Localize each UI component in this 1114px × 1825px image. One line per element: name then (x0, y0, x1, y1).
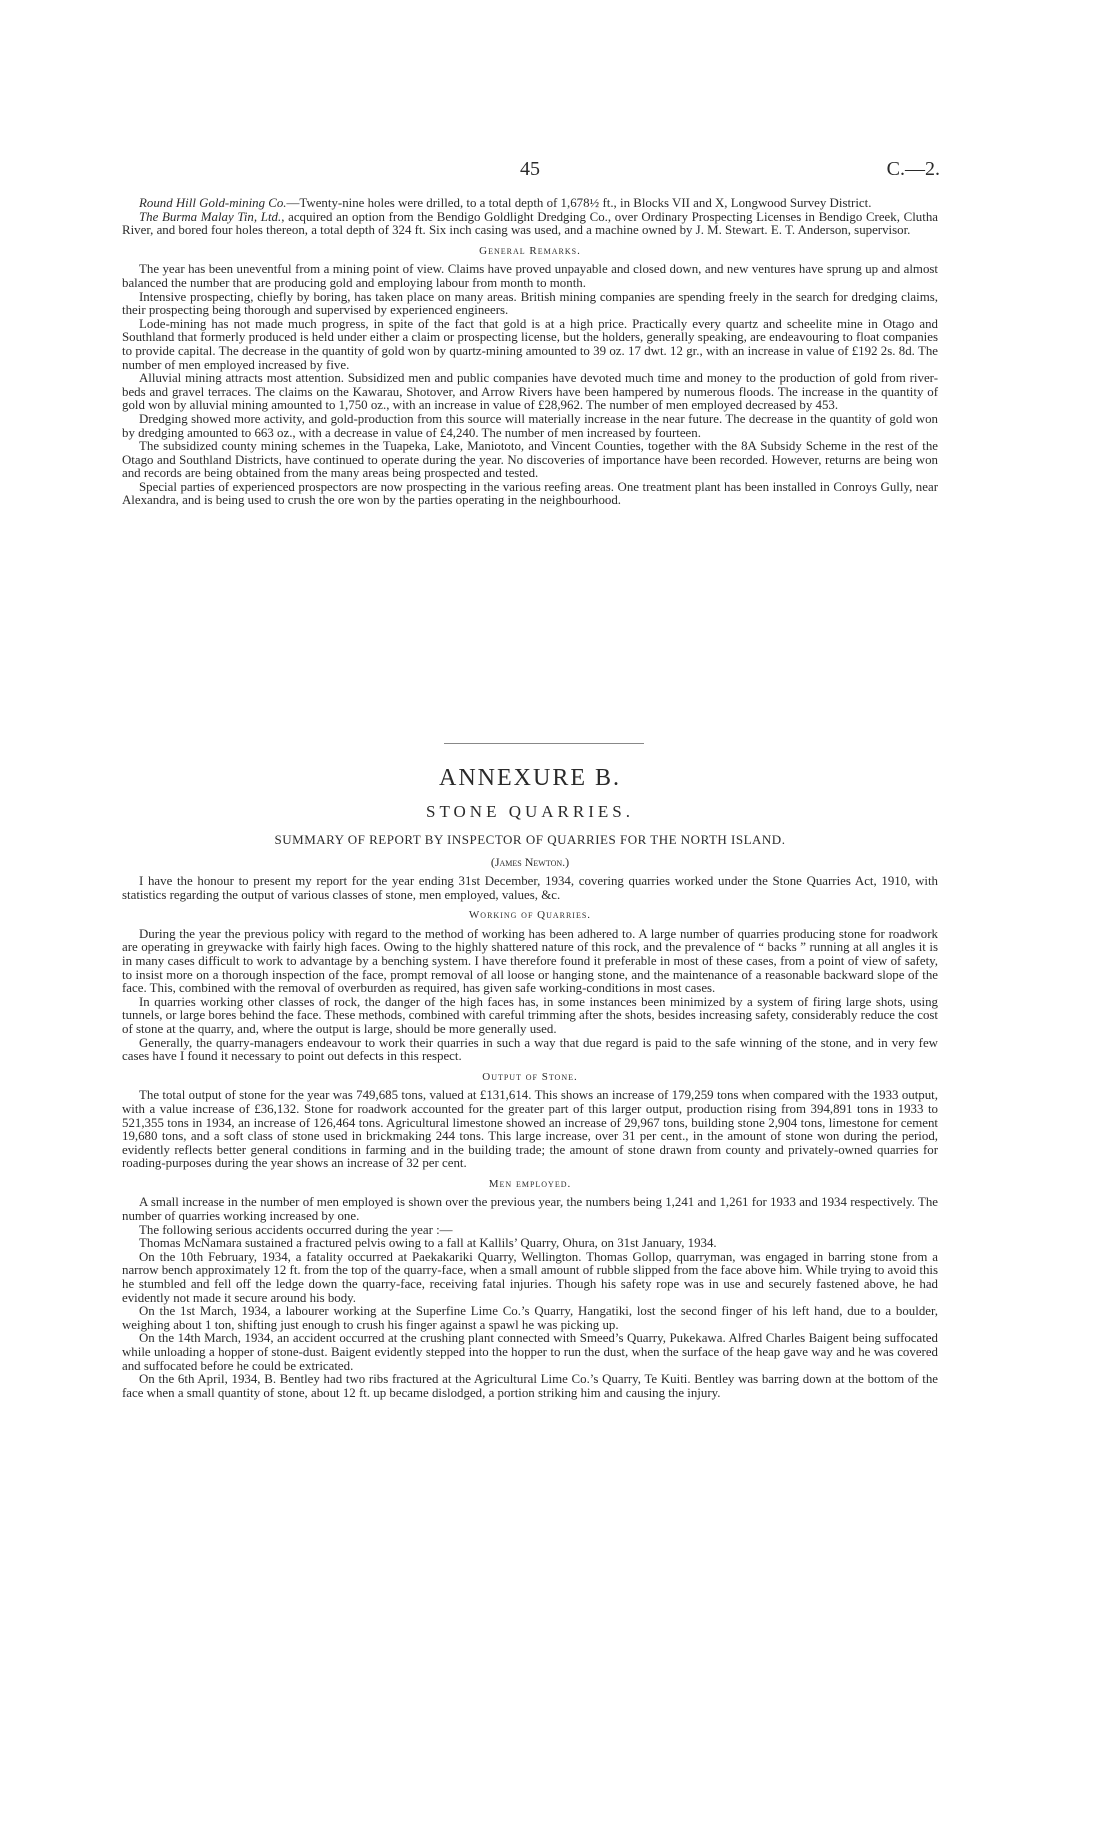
annexure-b (122, 764, 938, 1400)
paragraph: Generally, the quarry-managers endeavour to work their quarries in such a way that due regard is paid to the safe winning of the stone, and in very few cases have I found it necessary to point out defects in this respect. (122, 1035, 938, 1064)
section-heading-output: Output of Stone. (482, 1070, 578, 1083)
paragraph: On the 10th February, 1934, a fatality occurred at Paekakariki Quarry, Wellington. Thomas Gollop, quarryman, was engaged in barring stone from a narrow bench approximately 12 ft. from the top of the quarry-face, when a small amount of rubble slipped from the face above him. While trying to avoid this he stumbled and fell off the ledge down the quarry-face, receiving fatal injuries. Though his safety rope was in use and securely fastened above, he had evidently not made it secure around his body. (122, 1249, 938, 1305)
paragraph: In quarries working other classes of rock, the danger of the high faces has, in some instances been minimized by a system of firing large shots, using tunnels, or large bores behind the face. These methods, combined with careful trimming after the shots, besides increasing safety, considerably reduce the cost of stone at the quarry, and, where the output is large, should be more generally used. (122, 994, 938, 1036)
report-summary-heading: SUMMARY OF REPORT BY INSPECTOR OF QUARRIES FOR THE NORTH ISLAND. (274, 832, 786, 847)
paragraph: During the year the previous policy with regard to the method of working has been adhered to. A large number of quarries producing stone for roadwork are operating in greywacke with fairly high faces. Owing to the highly shattered nature of this rock, and the prevalence of “ backs ” running at all angles it is in many cases difficult to work to advantage by a benching system. I have therefore found it preferable in most of these cases, from a point of view of safety, to insist more on a thorough inspection of the face, prompt removal of all loose or hanging stone, and the maintenance of a reasonable backward slope of the face. This, combined with the removal of overburden as required, has given safe working-conditions in most cases. (122, 926, 938, 996)
paragraph: On the 6th April, 1934, B. Bentley had two ribs fractured at the Agricultural Lime Co.’s Quarry, Te Kuiti. Bentley was barring down at the bottom of the face when a small quantity of stone, about 12 ft. up became dislodged, a portion striking him and causing the injury. (122, 1372, 938, 1400)
mining-section (122, 197, 938, 508)
paragraph-text: , acquired an option from the Bendigo Goldlight Dredging Co., over Ordinary Prospecting Licenses in Bendigo Creek, Clutha River, and bored four holes thereon, a total depth of 324 ft. Six inch casing was used, and a machine owned by J. M. Stewart. E. T. Anderson, supervisor. (122, 209, 939, 238)
page-number: 45 (520, 158, 540, 180)
paragraph-burma-malay (122, 211, 938, 238)
paragraph: Thomas McNamara sustained a fractured pelvis owing to a fall at Kallils’ Quarry, Ohura, on 31st January, 1934. (139, 1236, 717, 1251)
paragraph: Lode-mining has not made much progress, in spite of the fact that gold is at a high price. Practically every quartz and scheelite mine in Otago and Southland that formerly produced is held under either a claim or prospecting license, but the holders, generally speaking, are endeavouring to float companies to provide capital. The decrease in the quantity of gold won by quartz-mining amounted to 39 oz. 17 dwt. 12 gr., with an increase in value of £192 2s. 8d. The number of men employed increased by five. (122, 316, 938, 372)
paragraph-text: —Twenty-nine holes were drilled, to a total depth of 1,678½ ft., in Blocks VII and X, Longwood Survey District. (286, 196, 872, 210)
paragraph-intro: I have the honour to present my report for the year ending 31st December, 1934, covering quarries worked under the Stone Quarries Act, 1910, with statistics regarding the output of various classes of stone, men employed, values, &c. (122, 874, 938, 902)
paragraph: A small increase in the number of men employed is shown over the previous year, the numbers being 1,241 and 1,261 for 1933 and 1934 respectively. The number of quarries working increased by one. (122, 1195, 938, 1224)
document-reference: C.—2. (886, 158, 940, 180)
paragraph: The total output of stone for the year was 749,685 tons, valued at £131,614. This shows an increase of 179,259 tons when compared with the 1933 output, with a value increase of £36,132. Stone for roadwork accounted for the greater part of this larger output, production rising from 394,891 tons in 1933 to 521,355 tons in 1934, an increase of 126,464 tons. Agricultural limestone showed an increase of 29,967 tons, building stone 2,904 tons, limestone for cement 19,680 tons, and a soft class of stone used in brickmaking 244 tons. This large increase, over 31 per cent., in the amount of stone won during the period, evidently reflects better general conditions in farming and in the building trade; the amount of stone drawn from county and privately-owned quarries for roading-purposes during the year shows an increase of 32 per cent. (122, 1088, 938, 1171)
paragraph: The year has been uneventful from a mining point of view. Claims have proved unpayable and closed down, and new ventures have sprung up and almost balanced the number that are producing gold and employing labour from month to month. (122, 262, 938, 290)
company-name: The Burma Malay Tin, Ltd. (139, 209, 282, 224)
section-heading-working: Working of Quarries. (468, 909, 592, 922)
paragraph-round-hill (122, 197, 938, 211)
annexure-title: ANNEXURE B. (439, 765, 621, 791)
annexure-subtitle: STONE QUARRIES. (426, 802, 634, 821)
section-heading-men-employed: Men employed. (488, 1177, 572, 1190)
company-name: Round Hill Gold-mining Co. (139, 196, 287, 210)
paragraph: On the 1st March, 1934, a labourer working at the Superfine Lime Co.’s Quarry, Hangatiki, lost the second finger of his left hand, due to a boulder, weighing about 1 ton, shifting just enough to crush his finger against a spawl he was picking up. (122, 1304, 938, 1332)
paragraph: The subsidized county mining schemes in the Tuapeka, Lake, Maniototo, and Vincent Counties, together with the 8A Subsidy Scheme in the rest of the Otago and Southland Districts, have continued to operate during the year. No discoveries of importance have been recorded. However, returns are being won and records are being obtained from the many areas being prospected and tested. (122, 439, 938, 481)
paragraph: Dredging showed more activity, and gold-production from this source will materially increase in the near future. The decrease in the quantity of gold won by dredging amounted to 663 oz., with a decrease in value of £4,240. The number of men increased by fourteen. (122, 411, 938, 440)
report-author: (James Newton.) (490, 855, 570, 869)
paragraph: Special parties of experienced prospectors are now prospecting in the various reefing areas. One treatment plant has been installed in Conroys Gully, near Alexandra, and is being used to crush the ore won by the parties operating in the neighbourhood. (122, 479, 938, 508)
section-heading-general-remarks: General Remarks. (479, 244, 581, 257)
paragraph: Intensive prospecting, chiefly by boring, has taken place on many areas. British mining companies are spending freely in the search for dredging claims, their prospecting being thorough and supervised by experienced engineers. (122, 289, 938, 318)
section-divider (444, 743, 644, 744)
paragraph: On the 14th March, 1934, an accident occurred at the crushing plant connected with Smeed’s Quarry, Pukekawa. Alfred Charles Baigent being suffocated while unloading a hopper of stone-dust. Baigent evidently stepped into the hopper to run the dust, when the surface of the heap gave way and he was covered and suffocated before he could be extricated. (122, 1331, 938, 1373)
page-header (0, 158, 1114, 188)
paragraph: The following serious accidents occurred during the year :— (139, 1222, 453, 1237)
paragraph: Alluvial mining attracts most attention. Subsidized men and public companies have devoted much time and money to the production of gold from river-beds and gravel terraces. The claims on the Kawarau, Shotover, and Arrow Rivers have been hampered by numerous floods. The increase in the quantity of gold won by alluvial mining amounted to 1,750 oz., with an increase in value of £28,962. The number of men employed decreased by 453. (122, 371, 938, 413)
